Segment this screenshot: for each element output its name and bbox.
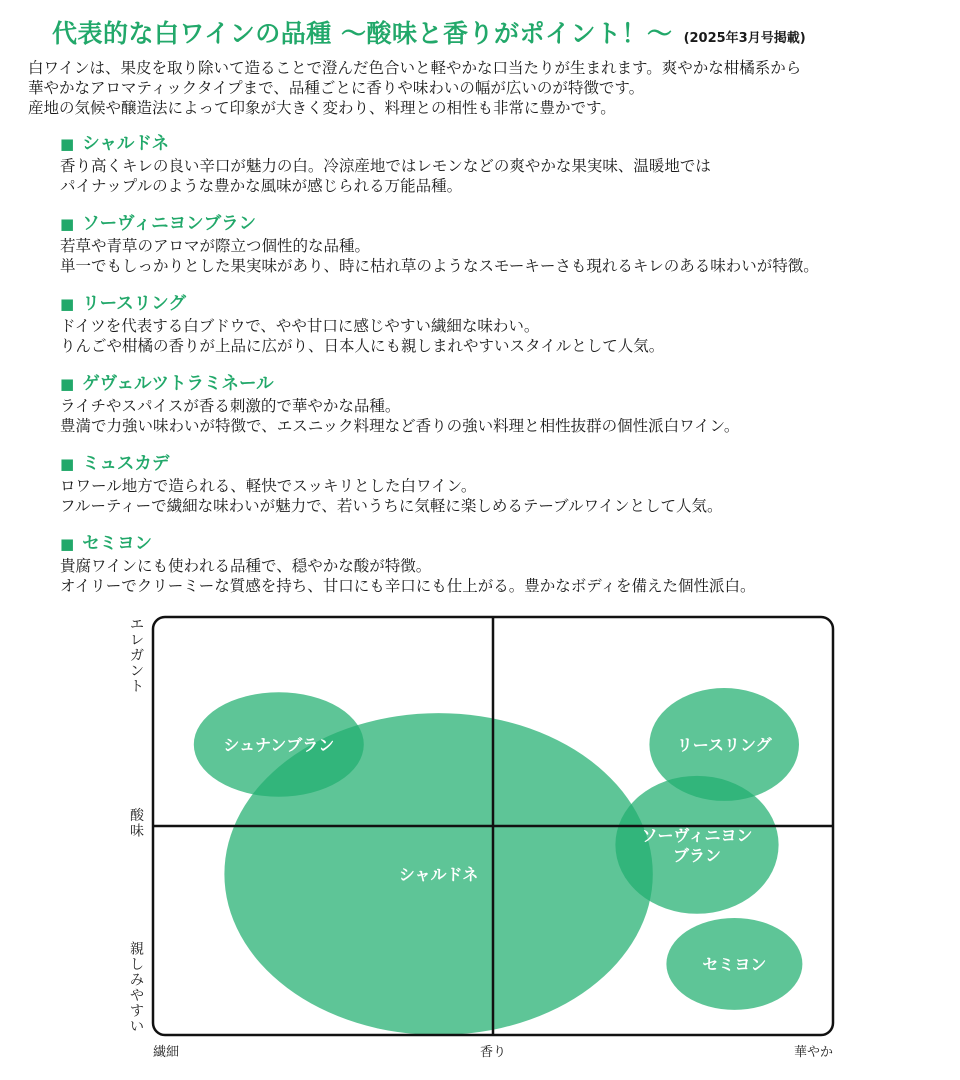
intro-paragraph: [28, 58, 948, 118]
y-axis-label: 酸味: [130, 808, 144, 840]
description-line: 香り高くキレの良い辛口が魅力の白。冷涼産地ではレモンなどの爽やかな果実味、温暖地では: [60, 157, 711, 175]
variety-heading: [60, 132, 950, 156]
variety-name: ゲヴェルツトラミネール: [82, 374, 274, 394]
variety-description: [60, 316, 950, 356]
square-bullet-icon: ■: [60, 135, 75, 153]
variety-name: リースリング: [82, 294, 186, 314]
variety-heading: [60, 532, 950, 556]
variety-name: ミュスカデ: [82, 454, 170, 474]
variety-heading: [60, 212, 950, 236]
bubble-label: シュナンブラン: [223, 735, 335, 755]
square-bullet-icon: ■: [60, 215, 75, 233]
y-axis-label: エレガント: [130, 617, 144, 695]
description-line: ドイツを代表する白ブドウで、やや甘口に感じやすい繊細な味わい。: [60, 317, 540, 335]
x-axis-label: 香り: [479, 1045, 507, 1060]
square-bullet-icon: ■: [60, 375, 75, 393]
variety-name: シャルドネ: [82, 134, 170, 154]
description-line: 豊満で力強い味わいが特徴で、エスニック料理など香りの強い料理と相性抜群の個性派白ワイン。: [60, 417, 740, 435]
description-line: りんごや柑橘の香りが上品に広がり、日本人にも親しまれやすいスタイルとして人気。: [60, 337, 665, 355]
variety-section: [60, 212, 950, 276]
variety-heading: [60, 452, 950, 476]
square-bullet-icon: ■: [60, 295, 75, 313]
variety-section: [60, 372, 950, 436]
variety-section: [60, 292, 950, 356]
description-line: 単一でもしっかりとした果実味があり、時に枯れ草のようなスモーキーさも現れるキレのある味わいが特徴。: [60, 257, 819, 275]
x-axis-label: 繊細: [153, 1045, 180, 1060]
variety-section: [60, 132, 950, 196]
bubble-label: セミヨン: [702, 954, 767, 974]
variety-description: [60, 556, 950, 596]
variety-description: [60, 236, 950, 276]
bubble-label: ソーヴィニヨンブラン: [641, 825, 753, 865]
positioning-chart: [0, 600, 960, 1080]
bubble-label: リースリング: [676, 735, 772, 755]
variety-section: [60, 532, 950, 596]
variety-description: [60, 476, 950, 516]
variety-heading: [60, 292, 950, 316]
description-line: フルーティーで繊細な味わいが魅力で、若いうちに気軽に楽しめるテーブルワインとして人気。: [60, 497, 723, 515]
description-line: オイリーでクリーミーな質感を持ち、甘口にも辛口にも仕上がる。豊かなボディを備えた個性派白。: [60, 577, 756, 595]
description-line: パイナップルのような豊かな風味が感じられる万能品種。: [60, 177, 463, 195]
variety-description: [60, 396, 950, 436]
description-line: ロワール地方で造られる、軽快でスッキリとした白ワイン。: [60, 477, 477, 495]
variety-name: セミヨン: [82, 534, 153, 554]
variety-description: [60, 156, 950, 196]
description-line: 若草や青草のアロマが際立つ個性的な品種。: [60, 237, 371, 255]
intro-line: 産地の気候や醸造法によって印象が大きく変わり、料理との相性も非常に豊かです。: [28, 99, 616, 117]
square-bullet-icon: ■: [60, 535, 75, 553]
issue-note: (2025年3月号掲載): [683, 31, 806, 46]
description-line: 貴腐ワインにも使われる品種で、穏やかな酸が特徴。: [60, 557, 432, 575]
title-text: 代表的な白ワインの品種 〜酸味と香りがポイント！〜: [52, 19, 673, 48]
description-line: ライチやスパイスが香る刺激的で華やかな品種。: [60, 397, 401, 415]
page-title: [52, 14, 952, 50]
variety-section: [60, 452, 950, 516]
y-axis-label: 親しみやすい: [130, 941, 144, 1035]
variety-heading: [60, 372, 950, 396]
variety-name: ソーヴィニヨンブラン: [82, 214, 257, 234]
x-axis-label: 華やか: [793, 1045, 833, 1060]
bubble-label: シャルドネ: [398, 865, 479, 885]
square-bullet-icon: ■: [60, 455, 75, 473]
intro-line: 華やかなアロマティックタイプまで、品種ごとに香りや味わいの幅が広いのが特徴です。: [28, 79, 645, 97]
intro-line: 白ワインは、果皮を取り除いて造ることで澄んだ色合いと軽やかな口当たりが生まれます。爽やかな柑橘系から: [28, 59, 802, 77]
